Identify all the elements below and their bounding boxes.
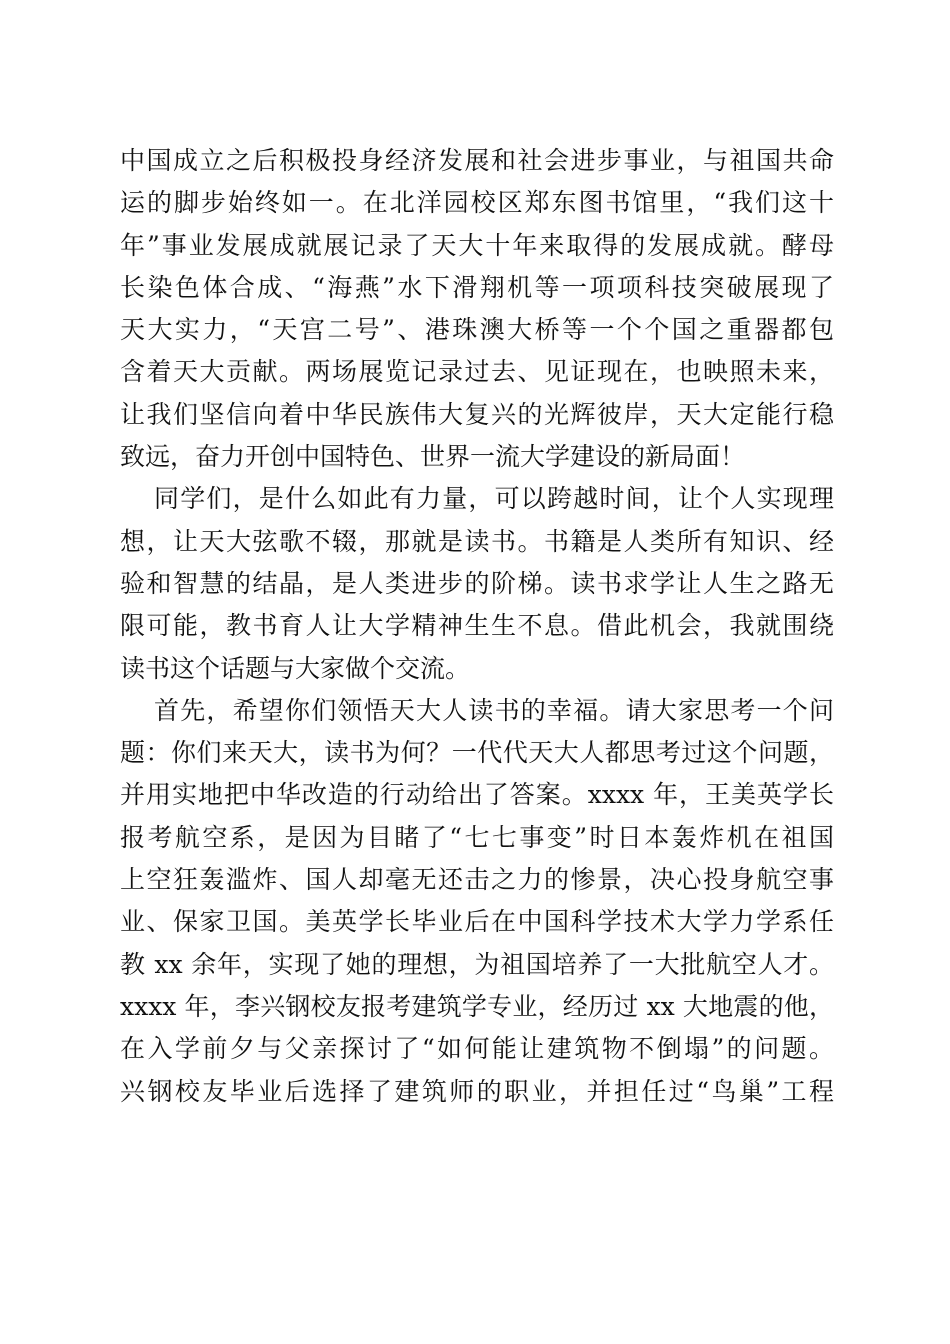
text-line: 让我们坚信向着中华民族伟大复兴的光辉彼岸，天大定能行稳 (120, 399, 834, 429)
text-line: 上空狂轰滥炸、国人却毫无还击之力的惨景，决心投身航空事 (120, 865, 834, 895)
text-line: 运的脚步始终如一。在北洋园校区郑东图书馆里，“我们这十 (120, 188, 834, 218)
text-line: 同学们，是什么如此有力量，可以跨越时间，让个人实现理 (154, 484, 834, 514)
paragraph-1 (120, 140, 834, 478)
text-line: 兴钢校友毕业后选择了建筑师的职业，并担任过“鸟巢”工程 (120, 1076, 834, 1106)
text-line: 读书这个话题与大家做个交流。 (120, 653, 471, 683)
text-line: 想，让天大弦歌不辍，那就是读书。书籍是人类所有知识、经 (120, 526, 834, 556)
text-line: 报考航空系，是因为目睹了“七七事变”时日本轰炸机在祖国 (120, 822, 834, 852)
text-line: 年”事业发展成就展记录了天大十年来取得的发展成就。酵母 (120, 230, 834, 260)
text-line: 验和智慧的结晶，是人类进步的阶梯。读书求学让人生之路无 (120, 568, 834, 598)
text-line: 长染色体合成、“海燕”水下滑翔机等一项项科技突破展现了 (120, 272, 834, 302)
text-line: 首先，希望你们领悟天大人读书的幸福。请大家思考一个问 (154, 695, 834, 725)
body-text (120, 140, 834, 1113)
text-line: 题：你们来天大，读书为何？一代代天大人都思考过这个问题， (120, 738, 834, 768)
text-line: 中国成立之后积极投身经济发展和社会进步事业，与祖国共命 (120, 146, 834, 175)
text-line: 限可能，教书育人让大学精神生生不息。借此机会，我就围绕 (120, 611, 834, 641)
paragraph-3 (120, 690, 834, 1113)
text-line: 并用实地把中华改造的行动给出了答案。xxxx 年，王美英学长 (120, 780, 834, 810)
text-line: 教 xx 余年，实现了她的理想，为祖国培养了一大批航空人才。 (120, 949, 834, 979)
text-line: 在入学前夕与父亲探讨了“如何能让建筑物不倒塌”的问题。 (120, 1034, 834, 1064)
text-line: 天大实力，“天宫二号”、港珠澳大桥等一个个国之重器都包 (120, 315, 834, 345)
paragraph-2 (120, 478, 834, 689)
text-line: 业、保家卫国。美英学长毕业后在中国科学技术大学力学系任 (120, 907, 834, 937)
text-line: xxxx 年，李兴钢校友报考建筑学专业，经历过 xx 大地震的他， (120, 991, 834, 1021)
text-line: 含着天大贡献。两场展览记录过去、见证现在，也映照未来， (120, 357, 834, 387)
text-line: 致远，奋力开创中国特色、世界一流大学建设的新局面！ (120, 442, 746, 472)
